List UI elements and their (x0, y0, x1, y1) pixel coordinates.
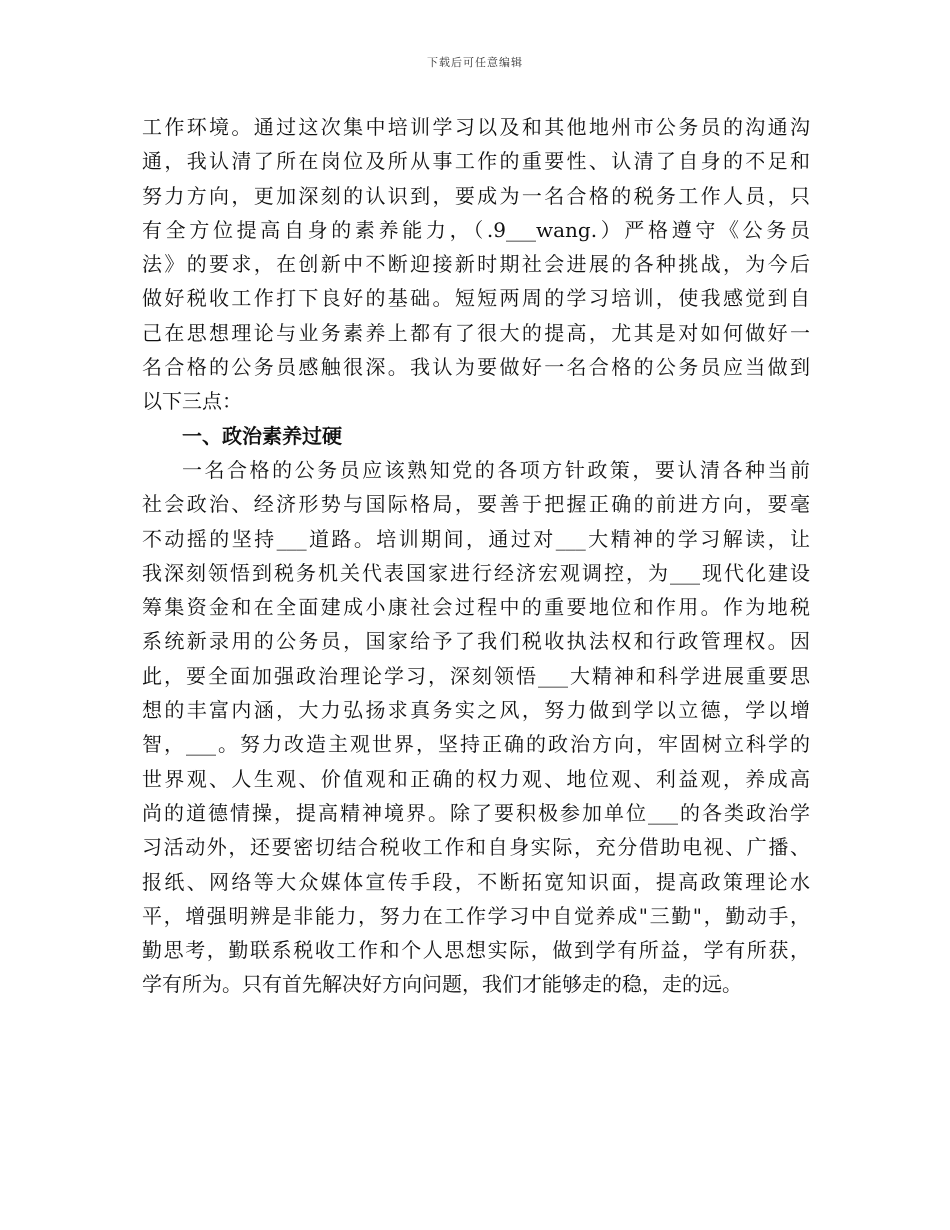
text-line: 社会政治、经济形势与国际格局，要善于把握正确的前进方向，要毫 (142, 492, 810, 517)
text-line: 智，___。努力改造主观世界，坚持正确的政治方向，牢固树立科学的 (142, 732, 810, 757)
text-line: 我深刻领悟到税务机关代表国家进行经济宏观调控，为___现代化建设 (142, 560, 810, 585)
text-line: 报纸、网络等大众媒体宣传手段，不断拓宽知识面，提高政策理论水 (142, 869, 810, 894)
section-heading: 一、政治素养过硬 (182, 423, 342, 448)
page-header: 下载后可任意编辑 (427, 56, 523, 69)
paragraph-2 (142, 453, 810, 1002)
text-line: 筹集资金和在全面建成小康社会过程中的重要地位和作用。作为地税 (142, 595, 810, 620)
text-line: 有全方位提高自身的素养能力，（.9___wang.）严格遵守《公务员 (142, 217, 810, 242)
text-line: 努力方向，更加深刻的认识到，要成为一名合格的税务工作人员，只 (142, 183, 810, 208)
text-line: 此，要全面加强政治理论学习，深刻领悟___大精神和科学进展重要思 (142, 663, 810, 688)
text-line: 以下三点： (142, 389, 242, 414)
text-line: 学有所为。只有首先解决好方向问题，我们才能够走的稳，走的远。 (142, 972, 742, 997)
document-body (142, 110, 810, 1002)
text-line: 世界观、人生观、价值观和正确的权力观、地位观、利益观，养成高 (142, 766, 810, 791)
text-line: 勤思考，勤联系税收工作和个人思想实际，做到学有所益，学有所获， (142, 938, 810, 963)
text-line: 平，增强明辨是非能力，努力在工作学习中自觉养成"三勤"，勤动手， (142, 903, 810, 928)
text-line: 法》的要求，在创新中不断迎接新时期社会进展的各种挑战，为今后 (142, 252, 810, 277)
text-line: 不动摇的坚持___道路。培训期间，通过对___大精神的学习解读，让 (142, 526, 810, 551)
text-line: 己在思想理论与业务素养上都有了很大的提高，尤其是对如何做好一 (142, 320, 810, 345)
text-line: 通，我认清了所在岗位及所从事工作的重要性、认清了自身的不足和 (142, 149, 810, 174)
text-line: 一名合格的公务员应该熟知党的各项方针政策，要认清各种当前 (182, 457, 810, 482)
text-line: 想的丰富内涵，大力弘扬求真务实之风，努力做到学以立德，学以增 (142, 698, 810, 723)
text-line: 系统新录用的公务员，国家给予了我们税收执法权和行政管理权。因 (142, 629, 810, 654)
text-line: 名合格的公务员感触很深。我认为要做好一名合格的公务员应当做到 (142, 355, 810, 380)
text-line: 尚的道德情操，提高精神境界。除了要积极参加单位___的各类政治学 (142, 800, 810, 825)
text-line: 工作环境。通过这次集中培训学习以及和其他地州市公务员的沟通沟 (142, 115, 810, 139)
text-line: 做好税收工作打下良好的基础。短短两周的学习培训，使我感觉到自 (142, 286, 810, 311)
text-line: 习活动外，还要密切结合税收工作和自身实际，充分借助电视、广播、 (142, 835, 810, 860)
paragraph-1 (142, 110, 810, 419)
